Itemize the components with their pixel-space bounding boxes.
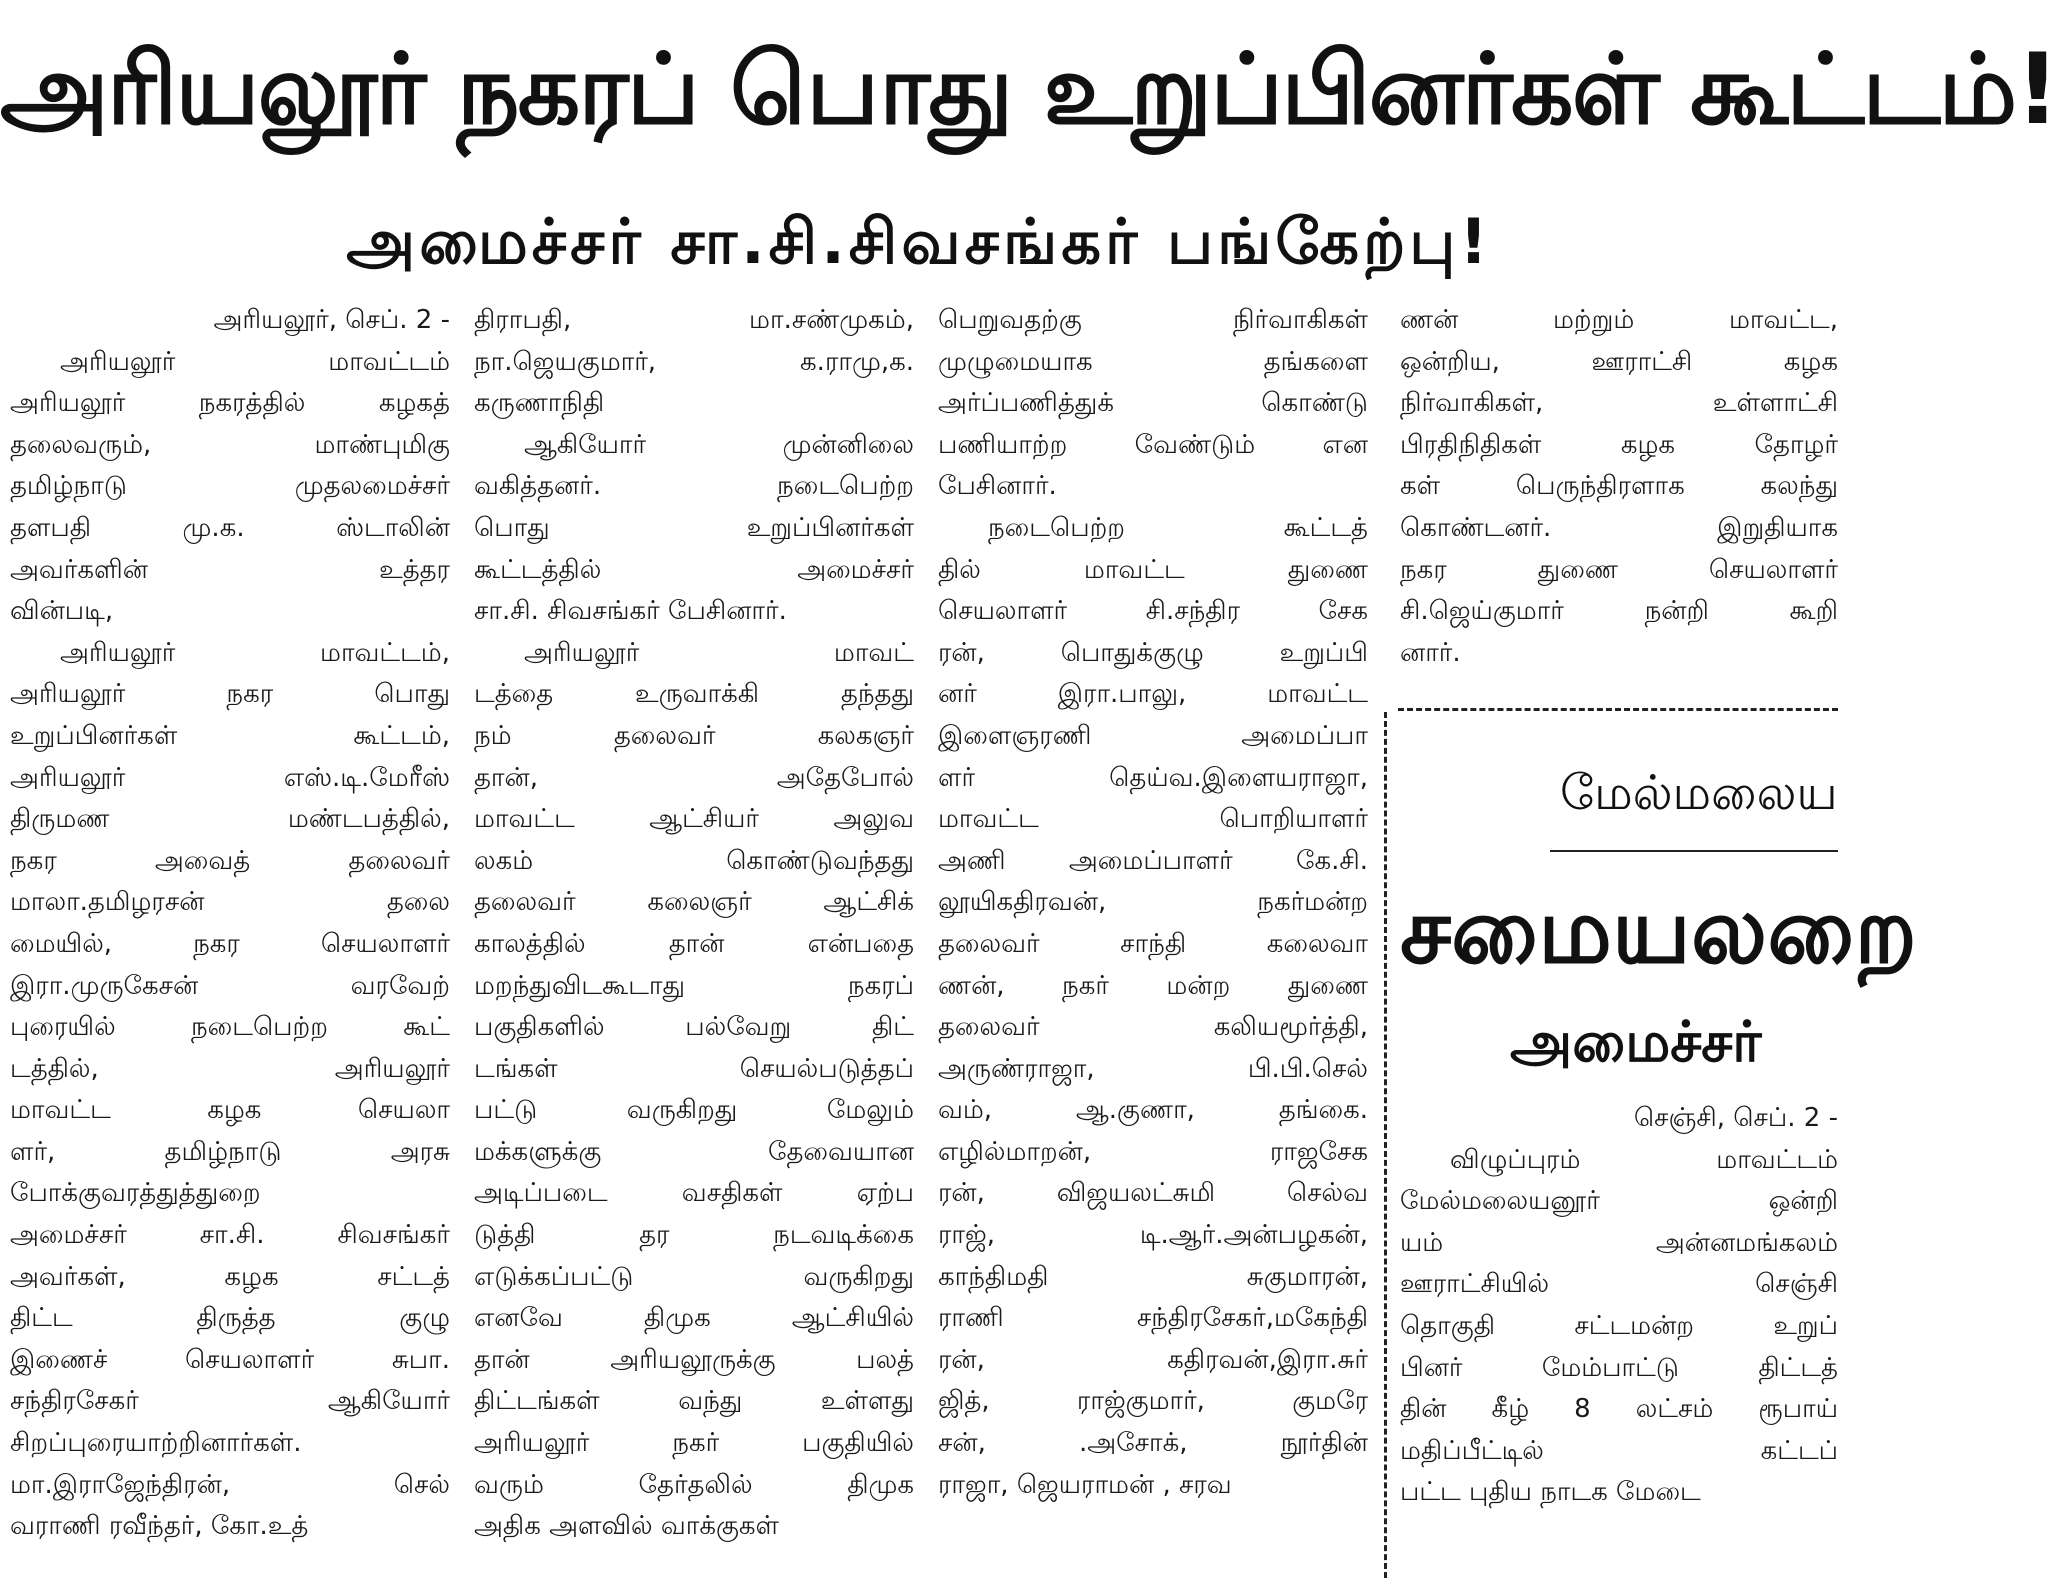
article-line: விழுப்புரம் மாவட்டம் [1450,1144,1838,1175]
article-line: பகுதிகளில் பல்வேறு திட் [474,1012,914,1043]
article-line: இணைச் செயலாளர் சுபா. [10,1344,450,1375]
article-column-1 [10,300,450,1548]
article-line: பட்டு வருகிறது மேலும் [474,1095,914,1126]
article-line: பொது உறுப்பினர்கள் [474,512,914,543]
article-line: ராஜ், டி.ஆர்.அன்பழகன், [938,1220,1368,1251]
article-line: சி.ஜெய்குமார் நன்றி கூறி [1400,596,1838,627]
article-line: வின்படி, [10,596,114,627]
article-column-4 [1400,300,1838,674]
article-line: எழில்மாறன், ராஜசேக [938,1136,1368,1167]
article-line: அதிக அளவில் வாக்குகள் [474,1511,780,1542]
article-line: பணியாற்ற வேண்டும் என [938,429,1368,460]
article-line: ராணி சந்திரசேகர்,மகேந்தி [938,1303,1368,1334]
section-divider-vertical [1384,712,1387,1578]
article-line: தலைவர் கலியமூர்த்தி, [938,1012,1368,1043]
article-line: டத்தை உருவாக்கி தந்தது [474,679,914,710]
article-line: பிரதிநிதிகள் கழக தோழர் [1400,429,1838,460]
article-line: ணன், நகர் மன்ற துணை [938,970,1368,1001]
article-line: அரியலூர் நகர பொது [10,679,450,710]
section-divider-horizontal [1398,708,1838,711]
side-story-kicker: மேல்மலைய [1560,765,1838,821]
article-line: எனவே திமுக ஆட்சியில் [474,1303,914,1334]
article-line: இரா.முருகேசன் வரவேற் [10,970,450,1001]
article-line: பெறுவதற்கு நிர்வாகிகள் [938,305,1368,335]
article-line: அரியலூர் மாவட் [524,637,914,668]
article-line: ரன், விஜயலட்சுமி செல்வ [938,1178,1368,1209]
article-column-3 [938,300,1368,1506]
article-line: சன், .அசோக், நூர்தின் [938,1428,1368,1459]
article-line: தலைவர் கலைஞர் ஆட்சிக் [474,887,914,918]
article-line: ராஜா, ஜெயராமன் , சரவ [938,1469,1232,1500]
headline: அரியலூர் நகரப் பொது உறுப்பினர்கள் கூட்டம்! [0,33,2058,147]
article-line: திருமண மண்டபத்தில், [10,804,450,835]
article-line: ஆகியோர் முன்னிலை [524,429,914,460]
article-line: அர்ப்பணித்துக் கொண்டு [938,388,1368,419]
article-line: புரையில் நடைபெற்ற கூட் [10,1012,450,1043]
article-line: தின் கீழ் 8 லட்சம் ரூபாய் [1400,1394,1838,1425]
article-line: தொகுதி சட்டமன்ற உறுப் [1400,1310,1838,1341]
article-line: அரியலூர் எஸ்.டி.மேரீஸ் [10,762,450,793]
article-line: டங்கள் செயல்படுத்தப் [474,1053,914,1084]
article-line: ளர் தெய்வ.இளையராஜா, [938,762,1368,793]
article-line: லகம் கொண்டுவந்தது [474,845,914,876]
article-line: சா.சி. சிவசங்கர் பேசினார். [474,596,787,627]
article-line: மக்களுக்கு தேவையான [474,1136,914,1167]
article-line: மறந்துவிடகூடாது நகரப் [474,970,914,1001]
article-line: ஊராட்சியில் செஞ்சி [1400,1269,1838,1300]
article-line: கருணாநிதி [474,388,605,419]
article-line: எடுக்கப்பட்டு வருகிறது [474,1261,914,1292]
article-line: கள் பெருந்திரளாக கலந்து [1400,471,1838,502]
article-line: ணன் மற்றும் மாவட்ட, [1400,305,1838,335]
article-line: அரியலூர் மாவட்டம் [60,346,450,377]
article-line: ளர், தமிழ்நாடு அரசு [10,1136,450,1167]
article-line: கூட்டத்தில் அமைச்சர் [474,554,914,585]
article-line: சந்திரசேகர் ஆகியோர் [10,1386,450,1417]
article-line: அடிப்படை வசதிகள் ஏற்ப [474,1178,914,1209]
article-line: தான் அரியலூருக்கு பலத் [474,1344,914,1375]
article-line: நகர அவைத் தலைவர் [10,845,450,876]
article-line: முழுமையாக தங்களை [938,346,1368,377]
article-line: மாவட்ட கழக செயலா [10,1095,450,1126]
article-line: அரியலூர் நகர் பகுதியில் [474,1428,914,1459]
article-line: தலைவர் சாந்தி கலைவா [938,928,1368,959]
article-line: நடைபெற்ற கூட்டத் [988,512,1368,543]
article-line: லூயிகதிரவன், நகர்மன்ற [938,887,1368,918]
side-story-rule [1550,850,1838,852]
article-line: மதிப்பீட்டில் கட்டப் [1400,1435,1838,1466]
side-story-body [1400,1098,1838,1514]
article-line: நிர்வாகிகள், உள்ளாட்சி [1400,388,1838,419]
article-line: தலைவரும், மாண்புமிகு [10,429,450,460]
article-line: செஞ்சி, செப். 2 - [1633,1103,1838,1133]
article-line: தளபதி மு.க. ஸ்டாலின் [10,512,450,543]
article-line: னார். [1400,637,1461,668]
article-line: வராணி ரவீந்தர், கோ.உத் [10,1511,309,1542]
article-line: இளைஞரணி அமைப்பா [938,720,1368,751]
article-line: வகித்தனர். நடைபெற்ற [474,471,914,502]
article-line: மாவட்ட ஆட்சியர் அலுவ [474,804,914,835]
subheadline: அமைச்சர் சா.சி.சிவசங்கர் பங்கேற்பு! [346,205,1492,278]
article-line: அருண்ராஜா, பி.பி.செல் [938,1053,1368,1084]
article-line: மாவட்ட பொறியாளர் [938,804,1368,835]
article-line: நம் தலைவர் கலகஞர் [474,720,914,751]
article-line: அரியலூர், செப். 2 - [213,305,450,335]
article-line: திராபதி, மா.சண்முகம், [474,305,914,335]
article-line: ஜித், ராஜ்குமார், குமரே [938,1386,1368,1417]
article-line: அரியலூர் மாவட்டம், [60,637,450,668]
article-line: ஒன்றிய, ஊராட்சி கழக [1400,346,1838,377]
article-line: னர் இரா.பாலு, மாவட்ட [938,679,1368,710]
article-line: பினர் மேம்பாட்டு திட்டத் [1400,1352,1838,1383]
article-line: தான், அதேபோல் [474,762,914,793]
article-line: நகர துணை செயலாளர் [1400,554,1838,585]
article-line: அரியலூர் நகரத்தில் கழகத் [10,388,450,419]
article-column-2 [474,300,914,1548]
article-line: பட்ட புதிய நாடக மேடை [1400,1477,1701,1508]
article-line: வம், ஆ.குணா, தங்கை. [938,1095,1368,1126]
article-line: அவர்களின் உத்தர [10,554,450,585]
article-line: திட்ட திருத்த குழு [10,1303,450,1334]
article-line: உறுப்பினர்கள் கூட்டம், [10,720,450,751]
article-line: கொண்டனர். இறுதியாக [1400,512,1838,543]
article-line: செயலாளர் சி.சந்திர சேக [938,596,1368,627]
article-line: மாலா.தமிழரசன் தலை [10,887,450,918]
article-line: ரன், பொதுக்குழு உறுப்பி [938,637,1368,668]
article-line: டத்தில், அரியலூர் [10,1053,450,1084]
article-line: போக்குவரத்துத்துறை [10,1178,261,1209]
article-line: திட்டங்கள் வந்து உள்ளது [474,1386,914,1417]
side-story-headline: சமையலறை [1400,877,1917,984]
article-line: மையில், நகர செயலாளர் [10,928,450,959]
article-line: அவர்கள், கழக சட்டத் [10,1261,450,1292]
article-line: காந்திமதி சுகுமாரன், [938,1261,1368,1292]
article-line: காலத்தில் தான் என்பதை [474,928,914,959]
article-line: பேசினார். [938,471,1057,502]
article-line: சிறப்புரையாற்றினார்கள். [10,1428,302,1459]
article-line: மா.இராஜேந்திரன், செல் [10,1469,450,1500]
article-line: தில் மாவட்ட துணை [938,554,1368,585]
article-line: நா.ஜெயகுமார், க.ராமு,க. [474,346,914,377]
article-line: அமைச்சர் சா.சி. சிவசங்கர் [10,1220,450,1251]
article-line: வரும் தேர்தலில் திமுக [474,1469,914,1500]
article-line: ரன், கதிரவன்,இரா.சுர் [938,1344,1368,1375]
article-line: அணி அமைப்பாளர் கே.சி. [938,845,1368,876]
article-line: தமிழ்நாடு முதலமைச்சர் [10,471,450,502]
article-line: டுத்தி தர நடவடிக்கை [474,1220,914,1251]
article-line: மேல்மலையனூர் ஒன்றி [1400,1186,1838,1217]
article-line: யம் அன்னமங்கலம் [1400,1227,1838,1258]
side-story-subheadline: அமைச்சர் [1510,1010,1762,1075]
